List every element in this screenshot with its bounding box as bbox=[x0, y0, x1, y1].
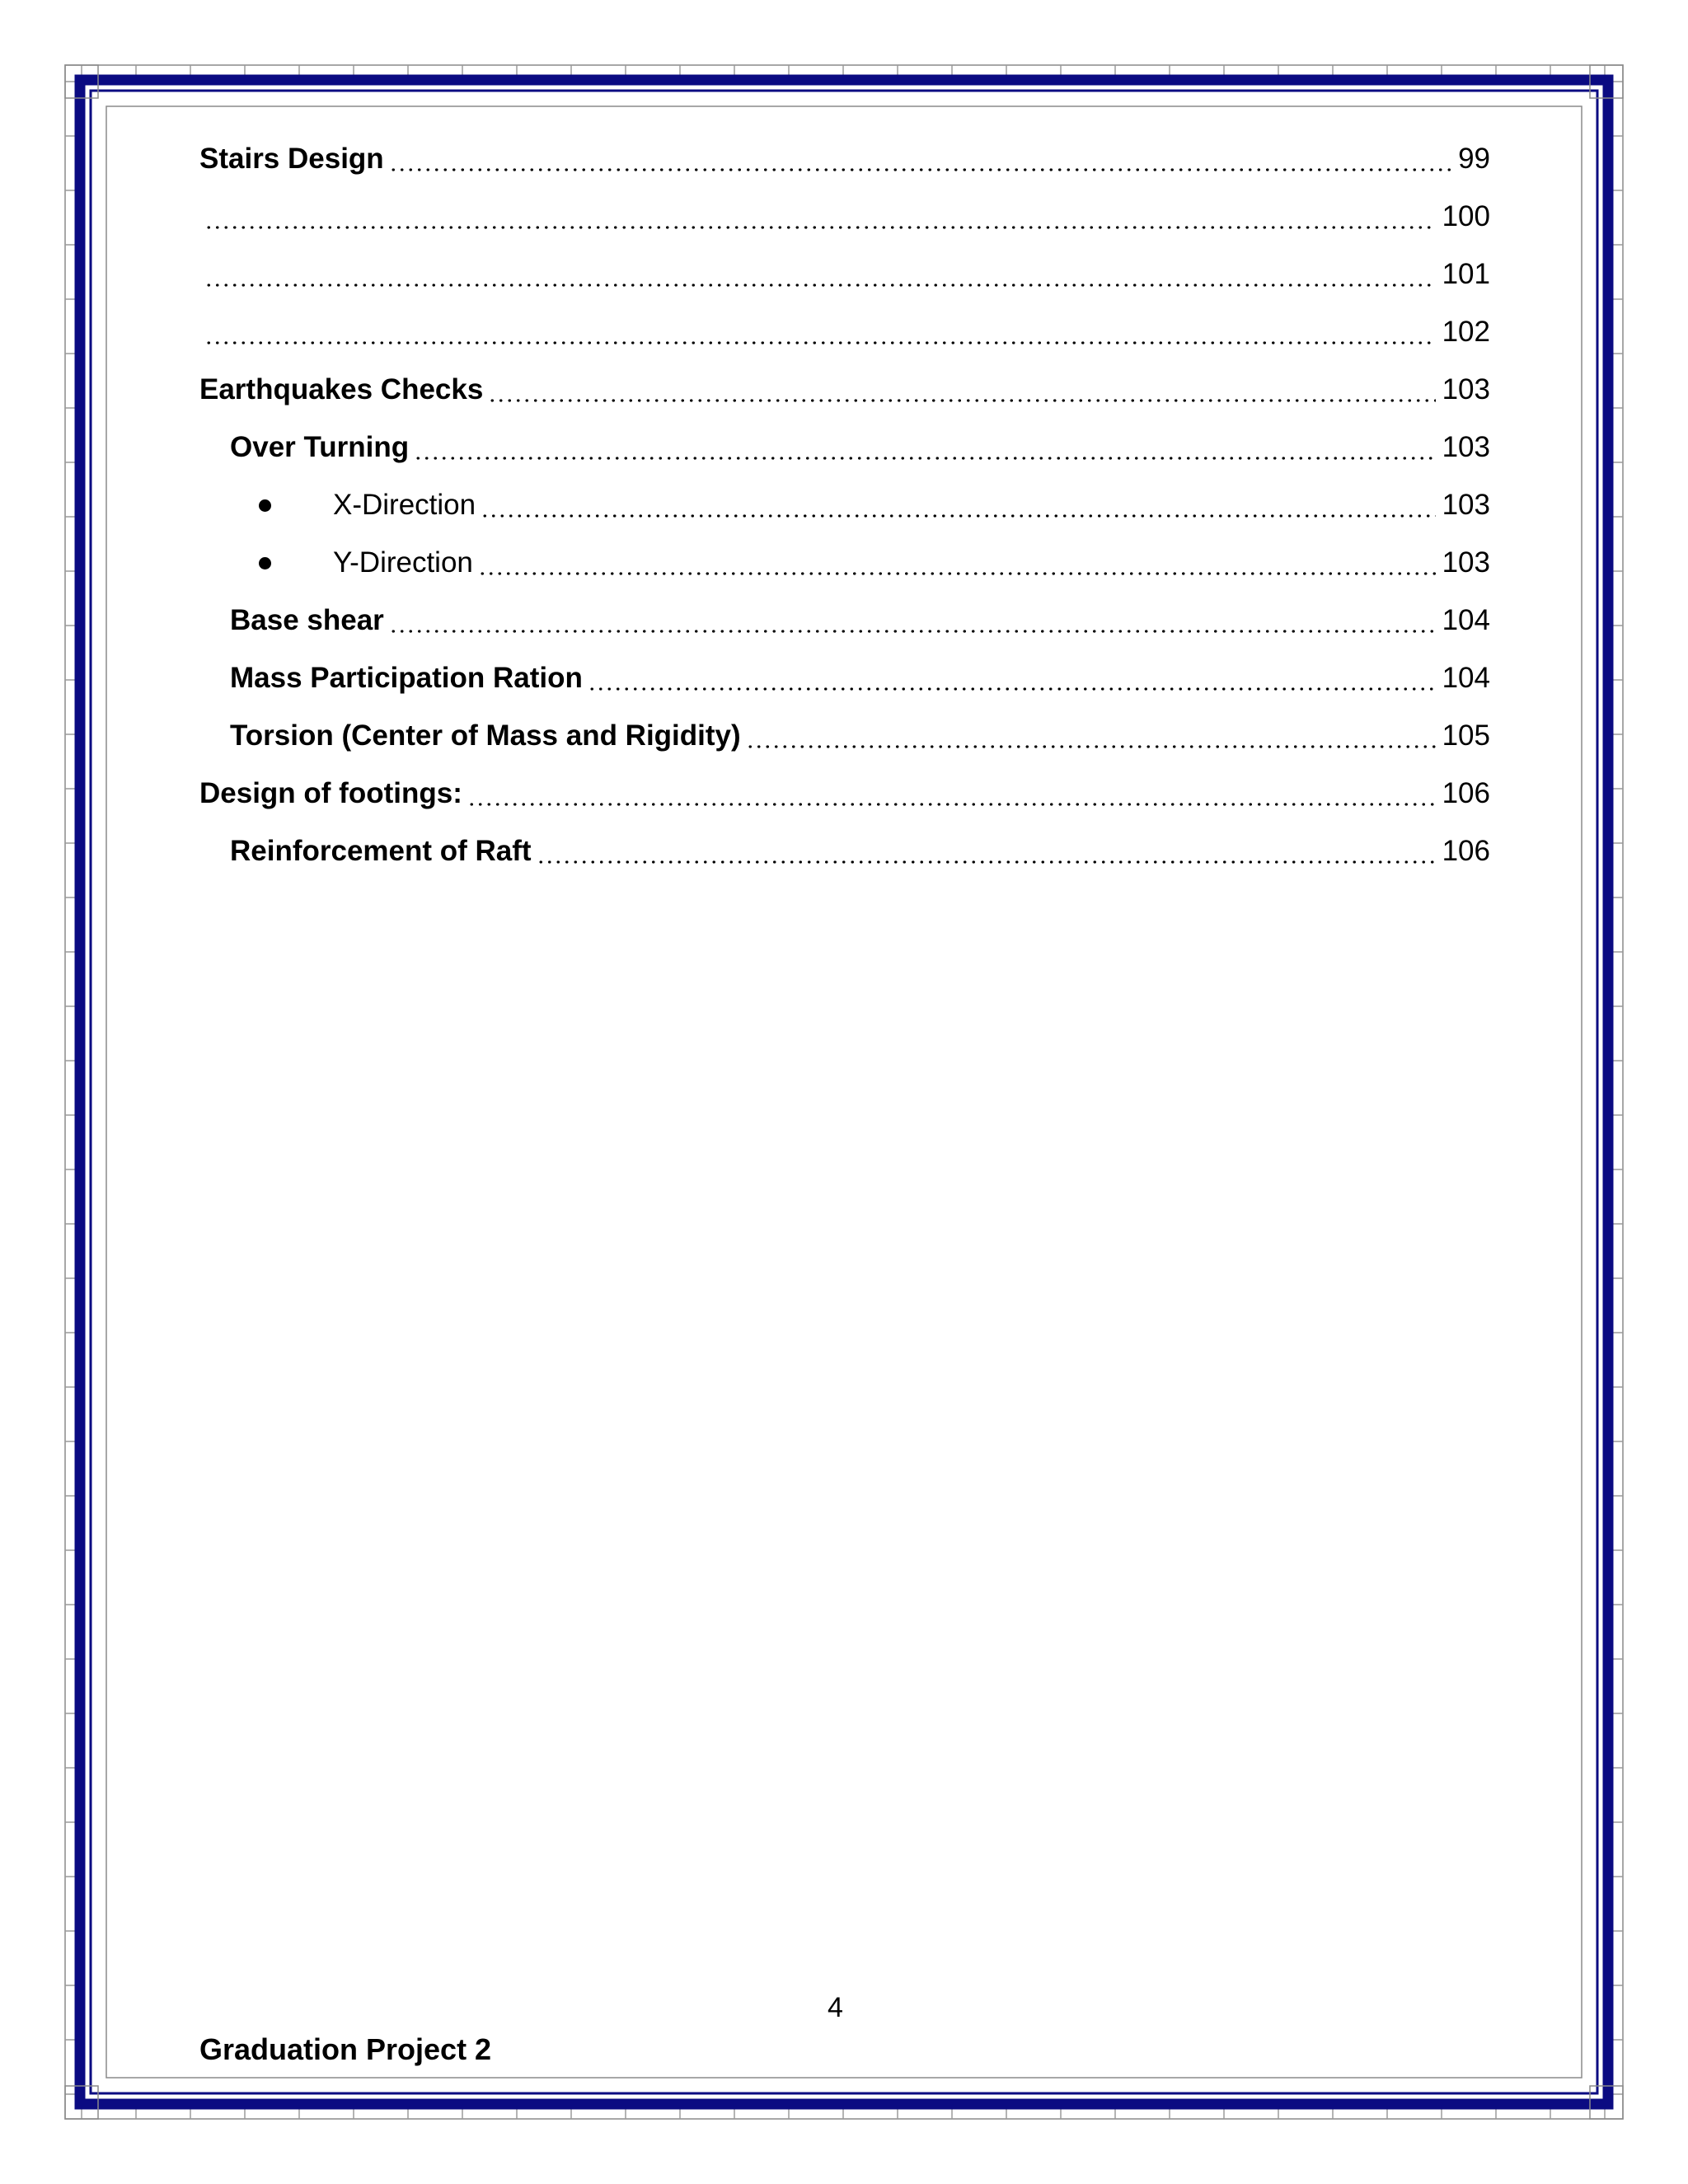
dot-leader bbox=[204, 341, 1436, 344]
dot-leader bbox=[389, 630, 1436, 633]
toc-entry-page: 106 bbox=[1442, 835, 1490, 867]
toc-entry[interactable] bbox=[199, 765, 1490, 823]
toc-entry-label: Design of footings: bbox=[199, 777, 462, 809]
dot-leader bbox=[488, 399, 1435, 402]
toc-entry-label: Over Turning bbox=[230, 431, 410, 463]
toc-entry-label: Mass Participation Ration bbox=[230, 662, 583, 694]
bullet-icon bbox=[259, 557, 271, 569]
toc-entry[interactable] bbox=[199, 246, 1490, 303]
toc-entry[interactable] bbox=[199, 419, 1490, 476]
toc-entry[interactable] bbox=[199, 188, 1490, 246]
toc-entry-page: 99 bbox=[1458, 143, 1490, 175]
toc-entry-page: 104 bbox=[1442, 604, 1490, 636]
toc-entry-label: Earthquakes Checks bbox=[199, 373, 484, 405]
dot-leader bbox=[478, 572, 1436, 575]
toc-entry-label: Y-Direction bbox=[333, 546, 473, 579]
toc-entry-label: Stairs Design bbox=[199, 143, 384, 175]
bullet-icon bbox=[259, 499, 271, 512]
toc-entry-page: 104 bbox=[1442, 662, 1490, 694]
table-of-contents bbox=[199, 130, 1490, 880]
dot-leader bbox=[204, 226, 1436, 229]
toc-entry[interactable] bbox=[199, 303, 1490, 361]
toc-entry[interactable] bbox=[199, 592, 1490, 649]
toc-entry-label: Reinforcement of Raft bbox=[230, 835, 532, 867]
dot-leader bbox=[588, 687, 1436, 691]
toc-entry-page: 105 bbox=[1442, 719, 1490, 752]
toc-entry[interactable] bbox=[199, 707, 1490, 765]
toc-entry-page: 100 bbox=[1442, 200, 1490, 232]
toc-entry-page: 102 bbox=[1442, 316, 1490, 348]
toc-entry-page: 103 bbox=[1442, 546, 1490, 579]
page-number: 4 bbox=[828, 1992, 843, 2023]
dot-leader bbox=[414, 457, 1435, 460]
dot-leader bbox=[467, 803, 1436, 806]
dot-leader bbox=[537, 860, 1436, 864]
toc-entry-page: 103 bbox=[1442, 373, 1490, 405]
toc-entry-label: Base shear bbox=[230, 604, 384, 636]
toc-entry[interactable] bbox=[199, 476, 1490, 534]
toc-entry-page: 101 bbox=[1442, 258, 1490, 290]
toc-entry[interactable] bbox=[199, 361, 1490, 419]
toc-entry-label: X-Direction bbox=[333, 489, 476, 521]
toc-entry[interactable] bbox=[199, 823, 1490, 880]
toc-entry-page: 103 bbox=[1442, 431, 1490, 463]
footer-title: Graduation Project 2 bbox=[199, 2032, 492, 2066]
toc-entry-label: Torsion (Center of Mass and Rigidity) bbox=[230, 719, 741, 752]
toc-entry-page: 103 bbox=[1442, 489, 1490, 521]
toc-entry[interactable] bbox=[199, 130, 1490, 188]
toc-entry[interactable] bbox=[199, 534, 1490, 592]
dot-leader bbox=[389, 168, 1451, 171]
dot-leader bbox=[481, 514, 1435, 518]
dot-leader bbox=[746, 745, 1436, 748]
toc-entry[interactable] bbox=[199, 649, 1490, 707]
dot-leader bbox=[204, 284, 1436, 287]
toc-entry-page: 106 bbox=[1442, 777, 1490, 809]
